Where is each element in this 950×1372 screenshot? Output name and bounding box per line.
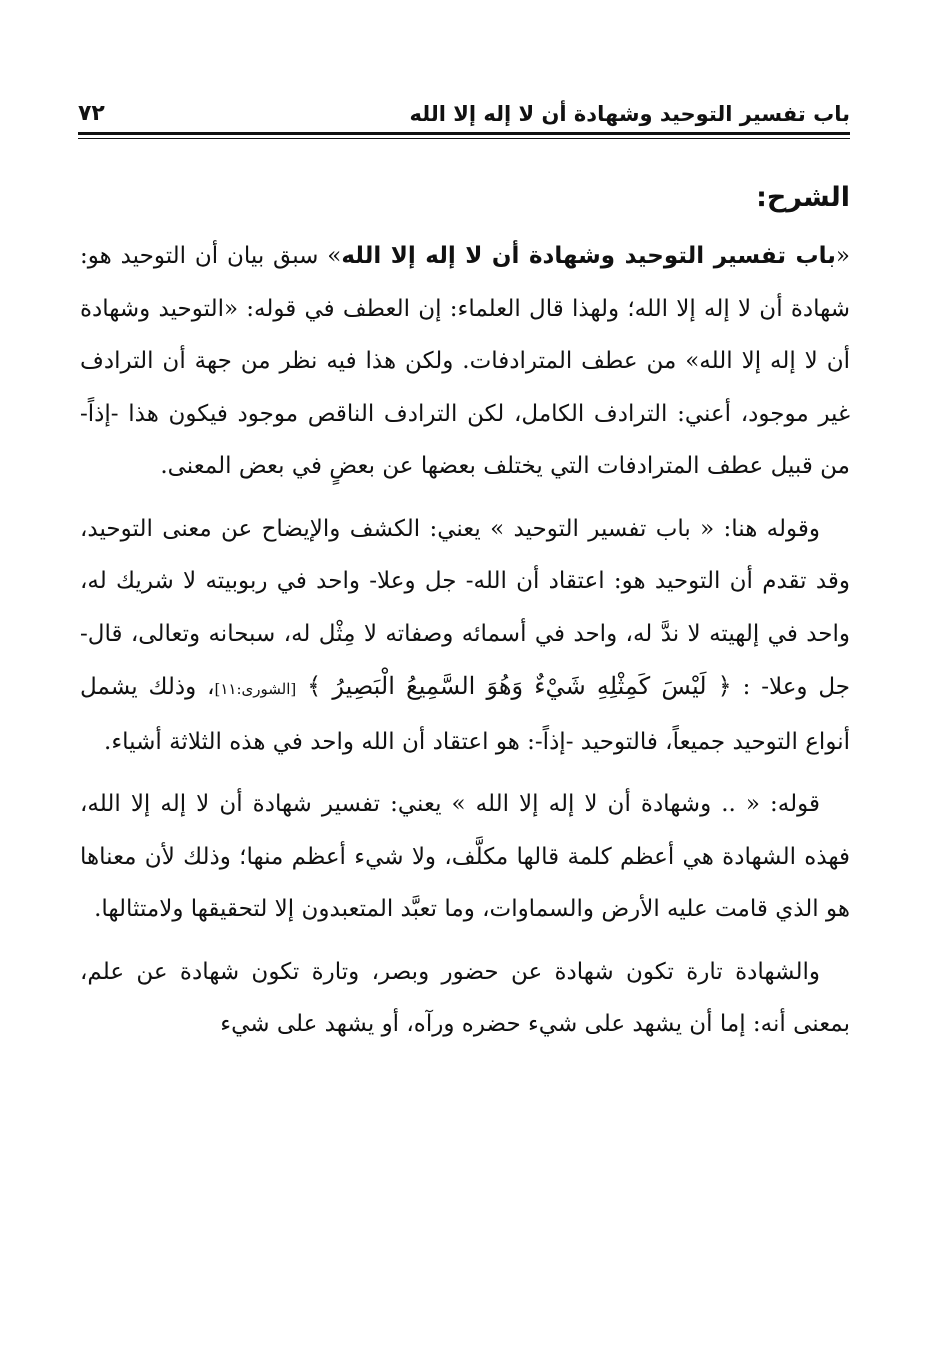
quran-verse: ﴿ لَيْسَ كَمِثْلِهِ شَيْءٌ وَهُوَ السَّمِيعُ الْبَصِيرُ ﴾ xyxy=(307,672,732,700)
paragraph-1-text: » سبق بيان أن التوحيد هو: شهادة أن لا إله إلا الله؛ ولهذا قال العلماء: إن العطف في قوله: «التوحيد وشهادة أن لا إله إلا الله» من عطف المترادفات. ولكن هذا فيه نظر من جهة أن الترادف غير موجود، أعني: الترادف الكامل، لكن الترادف الناقص موجود فيكون هذا -إذاً- من قبيل عطف المترادفات التي يختلف بعضها عن بعضٍ في بعض المعنى. xyxy=(80,243,850,479)
paragraph-4 xyxy=(80,946,850,1051)
paragraph-2 xyxy=(80,503,850,769)
paragraph-4-text: والشهادة تارة تكون شهادة عن حضور وبصر، وتارة تكون شهادة عن علم، بمعنى أنه: إما أن يشهد على شيء حضره ورآه، أو يشهد على شيء xyxy=(80,958,850,1037)
running-header xyxy=(78,84,850,126)
running-title: باب تفسير التوحيد وشهادة أن لا إله إلا الله xyxy=(409,102,850,126)
chapter-title-inline: باب تفسير التوحيد وشهادة أن لا إله إلا الله xyxy=(341,243,836,269)
section-heading: الشرح: xyxy=(756,182,850,213)
header-rule-thin xyxy=(78,138,850,139)
page-body xyxy=(80,170,850,1061)
verse-citation: [الشورى:١١] xyxy=(214,680,297,698)
paragraph-2-tail: ، وذلك يشمل أنواع التوحيد جميعاً، فالتوحيد -إذاً-: هو اعتقاد أن الله واحد في هذه الثلاثة أشياء. xyxy=(80,674,850,755)
paragraph-1 xyxy=(80,230,850,493)
open-quote: « xyxy=(835,243,850,269)
paragraph-2-lead: وقوله هنا: « باب تفسير التوحيد » يعني: الكشف والإيضاح عن معنى التوحيد، وقد تقدم أن التوحيد هو: اعتقاد أن الله- جل وعلا- واحد في ربوبيته لا شريك له، واحد في إلهيته لا ندَّ له، واحد في أسمائه وصفاته لا مِثْل له، سبحانه وتعالى، قال- جل وعلا- : xyxy=(80,515,851,700)
header-rule xyxy=(78,132,850,135)
page-number: ٧٢ xyxy=(78,101,105,126)
paragraph-3-text: قوله: « .. وشهادة أن لا إله إلا الله » يعني: تفسير شهادة أن لا إله إلا الله، فهذه الشهادة هي أعظم كلمة قالها مكلَّف، ولا شيء أعظم منها؛ وذلك لأن معناها هو الذي قامت عليه الأرض والسماوات، وما تعبَّد المتعبدون إلا لتحقيقها ولامتثالها. xyxy=(80,791,850,922)
paragraph-3 xyxy=(80,778,850,936)
